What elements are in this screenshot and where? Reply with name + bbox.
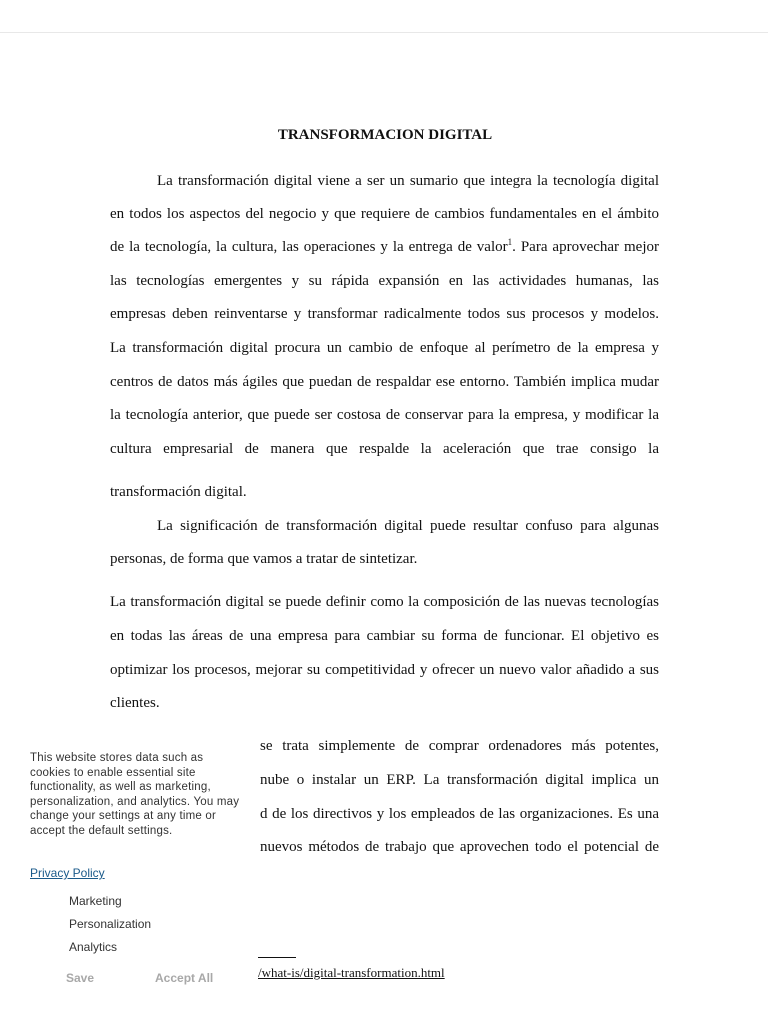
marketing-option[interactable]: Marketing bbox=[69, 894, 122, 908]
paragraph-line: las tecnologías emergentes y su rápida expansión en las actividades humanas, las bbox=[110, 273, 659, 289]
paragraph-line: se trata simplemente de comprar ordenadores más potentes, bbox=[260, 738, 659, 754]
paragraph-line: La transformación digital procura un cambio de enfoque al perímetro de la empresa y bbox=[110, 340, 659, 356]
analytics-option[interactable]: Analytics bbox=[69, 940, 118, 954]
paragraph-line: La significación de transformación digital puede resultar confuso para algunas bbox=[157, 518, 659, 534]
paragraph-line: personas, de forma que vamos a tratar de sintetizar. bbox=[110, 551, 418, 567]
privacy-policy-link[interactable]: Privacy Policy bbox=[30, 866, 105, 880]
paragraph-line: en todos los aspectos del negocio y que requiere de cambios fundamentales en el ámbito bbox=[110, 206, 659, 222]
paragraph-line bbox=[110, 238, 659, 256]
paragraph-line: cultura empresarial de manera que respalde la aceleración que trae consigo la bbox=[110, 441, 659, 457]
paragraph-line: La transformación digital viene a ser un sumario que integra la tecnología digital bbox=[157, 173, 659, 189]
personalization-option[interactable]: Personalization bbox=[69, 917, 152, 931]
accept-all-button[interactable]: Accept All bbox=[155, 971, 214, 985]
paragraph-line: empresas deben reinventarse y transformar radicalmente todos sus procesos y modelos. bbox=[110, 306, 659, 322]
paragraph-line: d de los directivos y los empleados de las organizaciones. Es una bbox=[260, 806, 659, 822]
line-text: de la tecnología, la cultura, las operaciones y la entrega de valor bbox=[110, 239, 508, 255]
paragraph-line: nuevos métodos de trabajo que aprovechen todo el potencial de bbox=[260, 839, 659, 855]
paragraph-line: transformación digital. bbox=[110, 484, 247, 500]
paragraph-line: La transformación digital se puede definir como la composición de las nuevas tecnologías bbox=[110, 594, 659, 610]
document-title: TRANSFORMACION DIGITAL bbox=[277, 127, 493, 143]
cookie-message: This website stores data such as cookies to enable essential site functionality, as well as marketing, personalization, and analytics. You may change your settings at any time or accept the default settings. bbox=[30, 752, 240, 837]
cookie-banner bbox=[0, 740, 258, 1024]
line-text: . Para aprovechar mejor bbox=[512, 239, 659, 255]
paragraph-line: la tecnología anterior, que puede ser costosa de conservar para la empresa, y modificar la bbox=[110, 407, 659, 423]
footnote-link[interactable]: /what-is/digital-transformation.html bbox=[258, 965, 445, 980]
save-button[interactable]: Save bbox=[66, 971, 95, 985]
paragraph-line: optimizar los procesos, mejorar su competitividad y ofrecer un nuevo valor añadido a sus bbox=[110, 662, 659, 678]
paragraph-line: clientes. bbox=[110, 695, 160, 711]
paragraph-line: nube o instalar un ERP. La transformación digital implica un bbox=[260, 772, 659, 788]
paragraph-line: en todas las áreas de una empresa para cambiar su forma de funcionar. El objetivo es bbox=[110, 628, 659, 644]
footnote-divider bbox=[258, 957, 296, 958]
footnote-reference[interactable]: 1 bbox=[507, 237, 513, 247]
paragraph-line: centros de datos más ágiles que puedan de respaldar ese entorno. También implica mudar bbox=[110, 374, 659, 390]
